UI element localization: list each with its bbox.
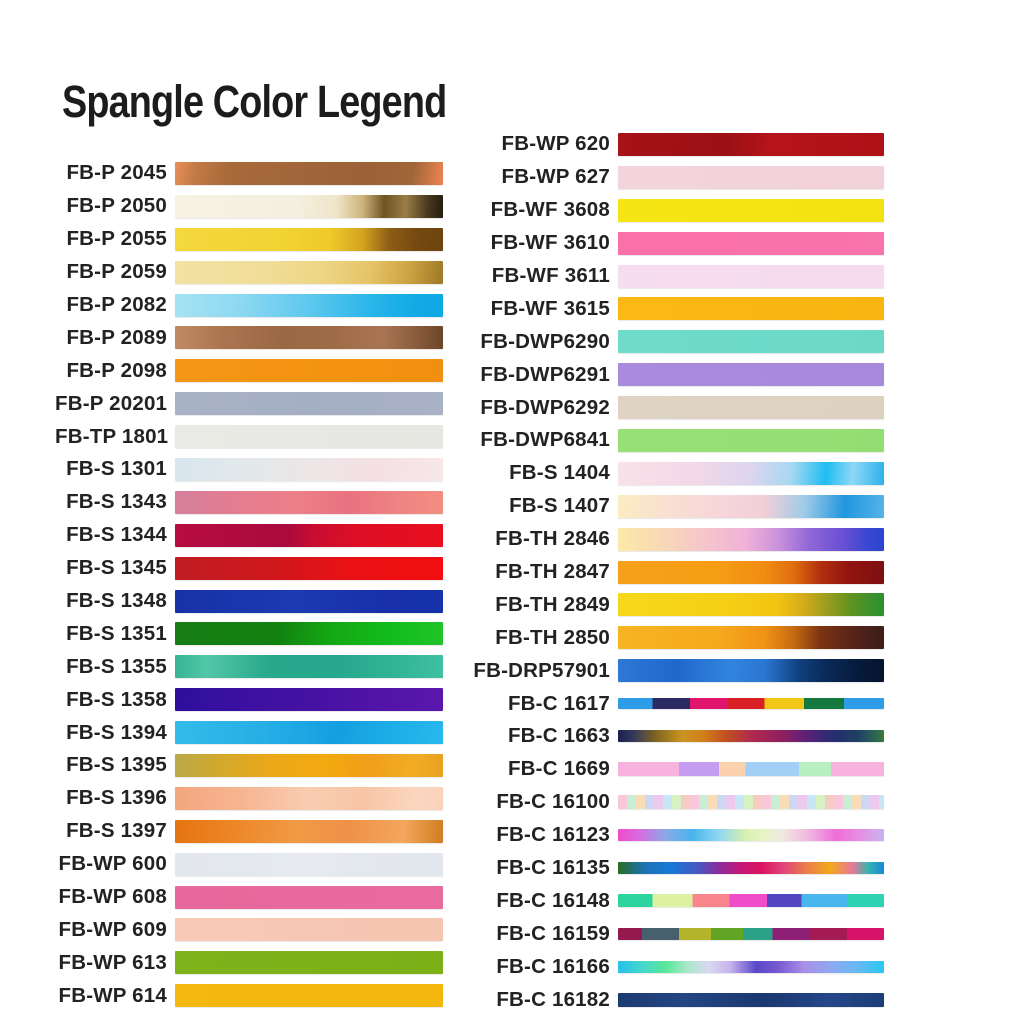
- swatch-label: FB-C 1663: [507, 724, 610, 748]
- swatch-label: FB-WP 609: [58, 917, 167, 941]
- swatch-label: FB-S 1351: [66, 621, 167, 645]
- legend-row: [55, 256, 443, 289]
- color-swatch: [618, 928, 884, 940]
- legend-row: [468, 588, 884, 621]
- color-swatch: [618, 265, 884, 288]
- swatch-label: FB-P 2059: [66, 260, 167, 284]
- color-swatch: [175, 853, 443, 876]
- legend-row: [468, 621, 884, 654]
- legend-row: [55, 354, 443, 387]
- color-swatch: [175, 820, 443, 843]
- swatch-label: FB-WF 3611: [491, 264, 610, 287]
- color-swatch: [175, 162, 443, 185]
- color-swatch: [175, 886, 443, 909]
- color-swatch: [618, 133, 884, 156]
- legend-row: [55, 387, 443, 420]
- legend-row: [55, 157, 443, 190]
- swatch-label: FB-S 1344: [66, 523, 167, 547]
- swatch-label: FB-S 1301: [66, 457, 167, 481]
- color-swatch: [175, 918, 443, 941]
- color-swatch: [175, 228, 443, 251]
- legend-row: [55, 650, 443, 683]
- swatch-label: FB-P 2082: [66, 293, 167, 316]
- swatch-label: FB-DWP6841: [480, 428, 610, 452]
- swatch-label: FB-S 1358: [66, 687, 167, 711]
- swatch-label: FB-P 20201: [55, 391, 168, 415]
- color-swatch: [618, 698, 884, 709]
- legend-row: [55, 190, 443, 223]
- legend-row: [55, 321, 443, 354]
- legend-row: [468, 260, 884, 293]
- color-swatch: [175, 326, 443, 349]
- color-swatch: [618, 961, 884, 973]
- legend-row: [55, 453, 443, 486]
- color-swatch: [618, 829, 884, 841]
- swatch-label: FB-S 1348: [66, 589, 167, 613]
- swatch-label: FB-TP 1801: [55, 424, 169, 448]
- legend-row: [55, 289, 443, 322]
- legend-row: [468, 325, 884, 358]
- legend-row: [55, 782, 443, 815]
- legend-row: [468, 983, 884, 1016]
- swatch-label: FB-C 1669: [507, 757, 610, 781]
- swatch-label: FB-WF 3610: [490, 231, 610, 255]
- swatch-label: FB-S 1355: [66, 654, 167, 678]
- legend-row: [55, 585, 443, 618]
- legend-row: [55, 913, 443, 946]
- swatch-label: FB-C 16166: [496, 954, 610, 978]
- color-swatch: [175, 655, 443, 678]
- color-swatch: [618, 166, 884, 189]
- swatch-label: FB-C 16123: [496, 823, 610, 847]
- legend-row: [468, 457, 884, 490]
- legend-column-right: [468, 128, 884, 1016]
- color-swatch: [618, 297, 884, 320]
- legend-row: [468, 391, 884, 424]
- color-swatch: [175, 951, 443, 974]
- legend-row: [468, 128, 884, 161]
- swatch-label: FB-S 1394: [66, 720, 167, 744]
- legend-row: [55, 848, 443, 881]
- swatch-label: FB-C 16182: [496, 987, 610, 1011]
- swatch-label: FB-C 16159: [496, 921, 610, 945]
- color-swatch: [175, 458, 443, 481]
- swatch-label: FB-WP 608: [58, 885, 167, 909]
- color-swatch: [175, 590, 443, 613]
- color-swatch: [618, 993, 884, 1007]
- swatch-label: FB-TH 2849: [495, 592, 610, 616]
- legend-row: [468, 490, 884, 523]
- color-swatch: [618, 762, 884, 776]
- swatch-label: FB-P 2045: [66, 161, 167, 185]
- color-swatch: [618, 232, 884, 255]
- swatch-label: FB-S 1345: [66, 556, 167, 580]
- legend-row: [468, 161, 884, 194]
- legend-row: [468, 194, 884, 227]
- legend-row: [468, 753, 884, 786]
- swatch-label: FB-C 16148: [496, 888, 610, 912]
- swatch-label: FB-C 16100: [496, 790, 610, 814]
- legend-row: [55, 683, 443, 716]
- color-swatch: [618, 199, 884, 222]
- page-title: Spangle Color Legend: [62, 76, 447, 127]
- color-swatch: [618, 495, 884, 518]
- color-swatch: [175, 425, 443, 448]
- color-swatch: [175, 261, 443, 284]
- legend-row: [55, 979, 443, 1012]
- color-swatch: [618, 626, 884, 649]
- legend-row: [468, 852, 884, 885]
- legend-row: [468, 786, 884, 819]
- swatch-label: FB-TH 2850: [495, 625, 610, 649]
- swatch-label: FB-WP 613: [58, 950, 167, 974]
- swatch-label: FB-DWP6292: [480, 395, 610, 419]
- color-swatch: [618, 561, 884, 584]
- legend-row: [468, 523, 884, 556]
- color-swatch: [618, 330, 884, 353]
- swatch-label: FB-DWP6290: [480, 329, 610, 353]
- swatch-label: FB-WP 600: [58, 852, 167, 876]
- swatch-label: FB-DRP57901: [473, 658, 610, 682]
- legend-row: [55, 946, 443, 979]
- legend-row: [55, 519, 443, 552]
- swatch-label: FB-S 1395: [66, 753, 167, 777]
- color-swatch: [618, 862, 884, 874]
- color-swatch: [618, 659, 884, 682]
- legend-row: [468, 227, 884, 260]
- swatch-label: FB-P 2098: [66, 358, 167, 382]
- color-swatch: [175, 359, 443, 382]
- swatch-label: FB-WP 627: [501, 165, 610, 189]
- legend-row: [468, 884, 884, 917]
- color-swatch: [618, 795, 884, 809]
- legend-row: [55, 617, 443, 650]
- legend-row: [55, 420, 443, 453]
- legend-row: [55, 552, 443, 585]
- legend-row: [55, 716, 443, 749]
- swatch-label: FB-TH 2847: [495, 560, 610, 584]
- legend-row: [468, 556, 884, 589]
- color-swatch: [175, 787, 443, 810]
- legend-row: [468, 687, 884, 720]
- color-swatch: [175, 195, 443, 218]
- swatch-label: FB-S 1404: [509, 461, 610, 485]
- legend-row: [468, 654, 884, 687]
- legend-row: [468, 292, 884, 325]
- swatch-label: FB-WF 3615: [490, 296, 610, 320]
- color-swatch: [618, 363, 884, 386]
- swatch-label: FB-S 1397: [66, 819, 167, 843]
- color-swatch: [175, 754, 443, 777]
- legend-row: [468, 819, 884, 852]
- color-swatch: [175, 392, 443, 415]
- color-swatch: [618, 593, 884, 616]
- color-swatch: [618, 429, 884, 452]
- legend-row: [55, 486, 443, 519]
- swatch-label: FB-C 16135: [496, 856, 610, 880]
- swatch-label: FB-P 2055: [66, 227, 167, 251]
- legend-row: [468, 950, 884, 983]
- color-swatch: [175, 524, 443, 547]
- swatch-label: FB-WP 614: [58, 983, 167, 1007]
- color-swatch: [618, 396, 884, 419]
- legend-row: [55, 881, 443, 914]
- legend-row: [55, 749, 443, 782]
- legend-row: [55, 223, 443, 256]
- color-swatch: [175, 294, 443, 317]
- swatch-label: FB-TH 2846: [495, 527, 610, 551]
- color-swatch: [175, 557, 443, 580]
- swatch-label: FB-P 2089: [66, 325, 167, 349]
- swatch-label: FB-S 1396: [66, 786, 167, 810]
- color-swatch: [175, 721, 443, 744]
- swatch-label: FB-WF 3608: [490, 198, 610, 222]
- legend-row: [468, 424, 884, 457]
- color-swatch: [618, 462, 884, 485]
- color-swatch: [618, 894, 884, 907]
- legend-row: [468, 917, 884, 950]
- swatch-label: FB-S 1407: [509, 494, 610, 518]
- legend-row: [468, 358, 884, 391]
- legend-row: [55, 815, 443, 848]
- swatch-label: FB-DWP6291: [480, 362, 610, 386]
- swatch-label: FB-C 1617: [507, 691, 610, 715]
- color-swatch: [175, 622, 443, 645]
- legend-column-left: [55, 157, 443, 1012]
- color-swatch: [175, 984, 443, 1007]
- swatch-label: FB-WP 620: [501, 132, 610, 156]
- color-swatch: [175, 491, 443, 514]
- swatch-label: FB-S 1343: [66, 490, 167, 514]
- legend-row: [468, 720, 884, 753]
- color-swatch: [618, 730, 884, 742]
- color-swatch: [618, 528, 884, 551]
- swatch-label: FB-P 2050: [66, 194, 167, 218]
- color-swatch: [175, 688, 443, 711]
